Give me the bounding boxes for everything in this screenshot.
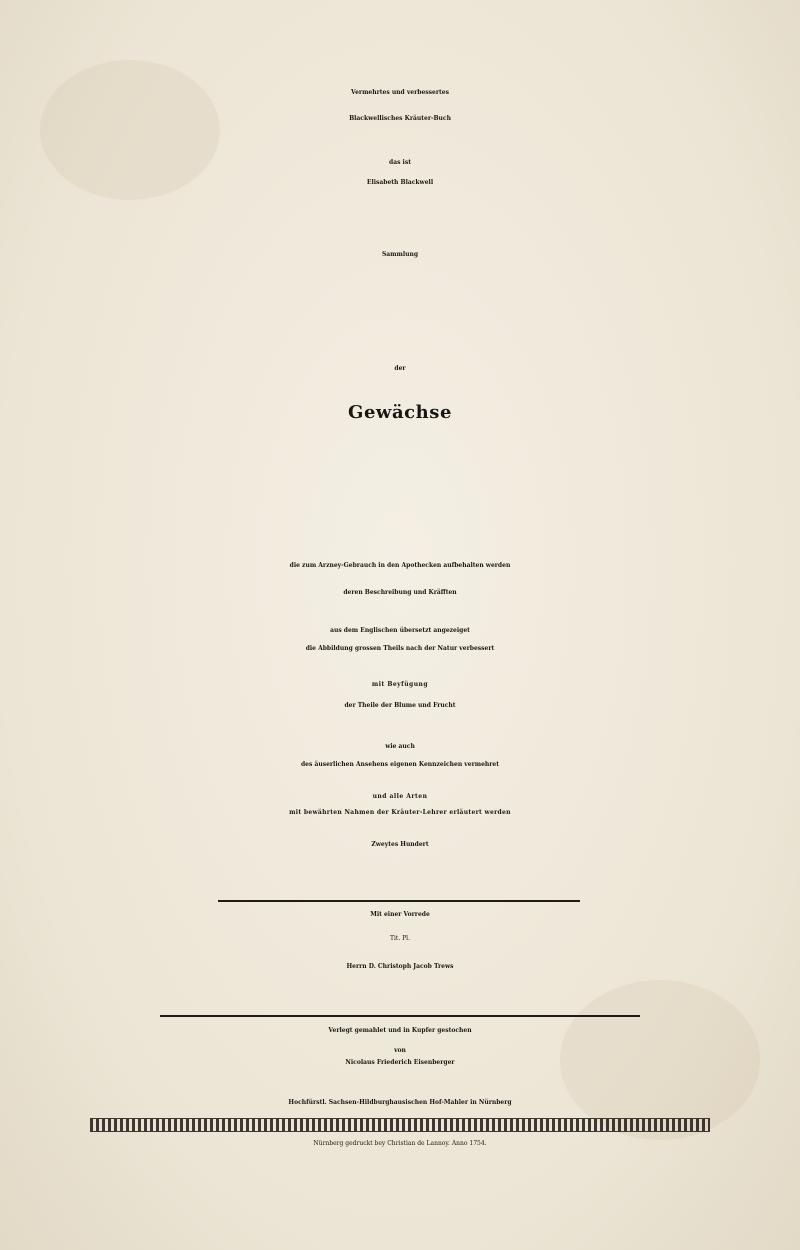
publisher-line-1: Verlegt gemahlet und in Kupfer gestochen: [328, 1027, 472, 1034]
volume-title: Zweytes Hundert: [371, 841, 429, 848]
description-line-3: aus dem Englischen übersetzt angezeiget: [330, 627, 470, 634]
description-line-1: die zum Arzney-Gebrauch in den Apothecken aufbehalten werden: [289, 562, 511, 569]
description-line-8: des äuserlichen Ansehens eigenen Kennzeichen vermehret: [300, 761, 500, 768]
description-line-2: deren Beschreibung und Kräfften: [343, 589, 457, 596]
publisher-title: Hochfürstl. Sachsen-Hildburghausischen Hof-Mahler in Nürnberg: [288, 1099, 512, 1106]
book-title: Blackwellisches Kräuter-Buch: [349, 115, 451, 122]
main-title-sammlung: Sammlung: [381, 251, 419, 258]
author-name: Elisabeth Blackwell: [366, 179, 434, 186]
connector-text: das ist: [389, 159, 411, 166]
description-line-10: mit bewährten Nahmen der Kräuter-Lehrer erläutert werden: [289, 809, 511, 816]
ornamental-border: [90, 1118, 710, 1132]
divider-rule: [160, 1015, 640, 1017]
description-line-5: mit Beyfügung: [371, 681, 429, 688]
description-line-9: und alle Arten: [372, 793, 428, 800]
subtitle-line-1: Vermehrtes und verbessertes: [350, 89, 449, 96]
description-line-4: die Abbildung grossen Theils nach der Natur verbessert: [305, 645, 495, 652]
paper-stain: [40, 60, 220, 200]
publisher-line-2: von: [394, 1047, 406, 1054]
connector-der: der: [394, 365, 406, 372]
title-abbreviation: Tit. Pl.: [389, 935, 410, 942]
divider-rule: [218, 900, 580, 902]
preface-author: Herrn D. Christoph Jacob Trews: [346, 963, 454, 970]
preface-line: Mit einer Vorrede: [370, 911, 430, 918]
imprint-line: Nürnberg gedruckt bey Christian de Lannoy. Anno 1754.: [313, 1140, 487, 1147]
publisher-name: Nicolaus Friederich Eisenberger: [345, 1059, 455, 1066]
description-line-7: wie auch: [385, 743, 415, 750]
main-title-gewaechse: Gewächse: [348, 402, 452, 423]
description-line-6: der Theile der Blume und Frucht: [344, 702, 456, 709]
